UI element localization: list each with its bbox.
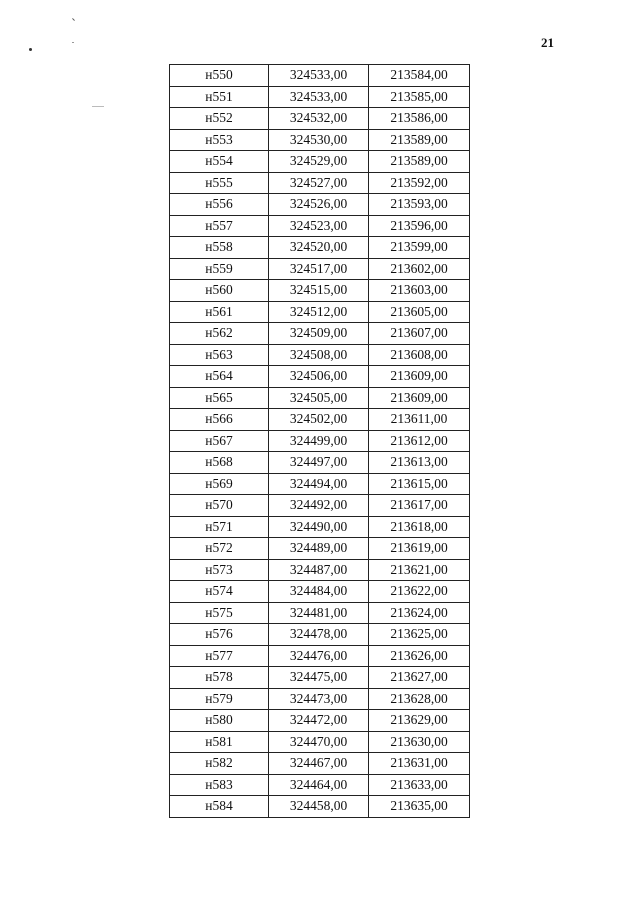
table-row: [170, 237, 470, 259]
y-coordinate-cell: 213609,00: [369, 366, 470, 388]
y-coordinate-cell: 213602,00: [369, 258, 470, 280]
table-row: [170, 452, 470, 474]
x-coordinate-cell: 324497,00: [269, 452, 369, 474]
table-row: [170, 774, 470, 796]
point-name-cell: н568: [170, 452, 269, 474]
point-name-cell: н557: [170, 215, 269, 237]
table-row: [170, 688, 470, 710]
y-coordinate-cell: 213589,00: [369, 129, 470, 151]
y-coordinate-cell: 213586,00: [369, 108, 470, 130]
x-coordinate-cell: 324478,00: [269, 624, 369, 646]
y-coordinate-cell: 213607,00: [369, 323, 470, 345]
y-coordinate-cell: 213605,00: [369, 301, 470, 323]
scan-dot: [29, 48, 32, 51]
point-name-cell: н550: [170, 65, 269, 87]
x-coordinate-cell: 324473,00: [269, 688, 369, 710]
x-coordinate-cell: 324527,00: [269, 172, 369, 194]
page-number: 21: [541, 35, 554, 50]
point-name-cell: н555: [170, 172, 269, 194]
y-coordinate-cell: 213584,00: [369, 65, 470, 87]
point-name-cell: н576: [170, 624, 269, 646]
point-name-cell: н554: [170, 151, 269, 173]
point-name-cell: н552: [170, 108, 269, 130]
x-coordinate-cell: 324515,00: [269, 280, 369, 302]
table-row: [170, 194, 470, 216]
point-name-cell: н581: [170, 731, 269, 753]
x-coordinate-cell: 324484,00: [269, 581, 369, 603]
table-row: [170, 430, 470, 452]
point-name-cell: н577: [170, 645, 269, 667]
y-coordinate-cell: 213618,00: [369, 516, 470, 538]
x-coordinate-cell: 324470,00: [269, 731, 369, 753]
table-row: [170, 323, 470, 345]
y-coordinate-cell: 213617,00: [369, 495, 470, 517]
x-coordinate-cell: 324472,00: [269, 710, 369, 732]
y-coordinate-cell: 213609,00: [369, 387, 470, 409]
x-coordinate-cell: 324499,00: [269, 430, 369, 452]
point-name-cell: н556: [170, 194, 269, 216]
point-name-cell: н559: [170, 258, 269, 280]
table-row: [170, 710, 470, 732]
point-name-cell: н563: [170, 344, 269, 366]
scan-speck: [72, 42, 74, 43]
point-name-cell: н560: [170, 280, 269, 302]
table-row: [170, 366, 470, 388]
x-coordinate-cell: 324494,00: [269, 473, 369, 495]
y-coordinate-cell: 213589,00: [369, 151, 470, 173]
table-row: [170, 731, 470, 753]
table-row: [170, 559, 470, 581]
table-row: [170, 172, 470, 194]
table-row: [170, 258, 470, 280]
y-coordinate-cell: 213608,00: [369, 344, 470, 366]
y-coordinate-cell: 213596,00: [369, 215, 470, 237]
x-coordinate-cell: 324517,00: [269, 258, 369, 280]
point-name-cell: н571: [170, 516, 269, 538]
scan-line: [92, 106, 104, 107]
y-coordinate-cell: 213628,00: [369, 688, 470, 710]
point-name-cell: н580: [170, 710, 269, 732]
x-coordinate-cell: 324476,00: [269, 645, 369, 667]
x-coordinate-cell: 324487,00: [269, 559, 369, 581]
point-name-cell: н551: [170, 86, 269, 108]
point-name-cell: н558: [170, 237, 269, 259]
x-coordinate-cell: 324530,00: [269, 129, 369, 151]
x-coordinate-cell: 324523,00: [269, 215, 369, 237]
coordinates-table: [169, 64, 470, 818]
table-row: [170, 151, 470, 173]
table-row: [170, 129, 470, 151]
table-row: [170, 796, 470, 818]
x-coordinate-cell: 324532,00: [269, 108, 369, 130]
point-name-cell: н579: [170, 688, 269, 710]
x-coordinate-cell: 324512,00: [269, 301, 369, 323]
y-coordinate-cell: 213611,00: [369, 409, 470, 431]
table-row: [170, 753, 470, 775]
point-name-cell: н564: [170, 366, 269, 388]
x-coordinate-cell: 324529,00: [269, 151, 369, 173]
x-coordinate-cell: 324526,00: [269, 194, 369, 216]
x-coordinate-cell: 324481,00: [269, 602, 369, 624]
y-coordinate-cell: 213633,00: [369, 774, 470, 796]
table-row: [170, 473, 470, 495]
table-row: [170, 516, 470, 538]
point-name-cell: н578: [170, 667, 269, 689]
table-row: [170, 65, 470, 87]
y-coordinate-cell: 213585,00: [369, 86, 470, 108]
point-name-cell: н575: [170, 602, 269, 624]
y-coordinate-cell: 213592,00: [369, 172, 470, 194]
x-coordinate-cell: 324489,00: [269, 538, 369, 560]
y-coordinate-cell: 213622,00: [369, 581, 470, 603]
table-row: [170, 344, 470, 366]
point-name-cell: н561: [170, 301, 269, 323]
y-coordinate-cell: 213635,00: [369, 796, 470, 818]
y-coordinate-cell: 213625,00: [369, 624, 470, 646]
x-coordinate-cell: 324464,00: [269, 774, 369, 796]
y-coordinate-cell: 213593,00: [369, 194, 470, 216]
x-coordinate-cell: 324509,00: [269, 323, 369, 345]
table-row: [170, 624, 470, 646]
point-name-cell: н566: [170, 409, 269, 431]
table-row: [170, 86, 470, 108]
table-row: [170, 215, 470, 237]
point-name-cell: н582: [170, 753, 269, 775]
x-coordinate-cell: 324475,00: [269, 667, 369, 689]
table-row: [170, 108, 470, 130]
point-name-cell: н570: [170, 495, 269, 517]
y-coordinate-cell: 213619,00: [369, 538, 470, 560]
point-name-cell: н553: [170, 129, 269, 151]
scan-speck: [72, 18, 75, 21]
x-coordinate-cell: 324492,00: [269, 495, 369, 517]
x-coordinate-cell: 324533,00: [269, 65, 369, 87]
table-row: [170, 495, 470, 517]
point-name-cell: н583: [170, 774, 269, 796]
point-name-cell: н574: [170, 581, 269, 603]
x-coordinate-cell: 324533,00: [269, 86, 369, 108]
y-coordinate-cell: 213603,00: [369, 280, 470, 302]
y-coordinate-cell: 213613,00: [369, 452, 470, 474]
x-coordinate-cell: 324458,00: [269, 796, 369, 818]
y-coordinate-cell: 213599,00: [369, 237, 470, 259]
x-coordinate-cell: 324490,00: [269, 516, 369, 538]
y-coordinate-cell: 213612,00: [369, 430, 470, 452]
x-coordinate-cell: 324467,00: [269, 753, 369, 775]
point-name-cell: н567: [170, 430, 269, 452]
point-name-cell: н569: [170, 473, 269, 495]
table-row: [170, 645, 470, 667]
y-coordinate-cell: 213621,00: [369, 559, 470, 581]
x-coordinate-cell: 324520,00: [269, 237, 369, 259]
y-coordinate-cell: 213627,00: [369, 667, 470, 689]
table-row: [170, 667, 470, 689]
table-row: [170, 581, 470, 603]
table-row: [170, 602, 470, 624]
y-coordinate-cell: 213626,00: [369, 645, 470, 667]
x-coordinate-cell: 324506,00: [269, 366, 369, 388]
point-name-cell: н584: [170, 796, 269, 818]
y-coordinate-cell: 213624,00: [369, 602, 470, 624]
table-row: [170, 387, 470, 409]
table-row: [170, 538, 470, 560]
y-coordinate-cell: 213631,00: [369, 753, 470, 775]
y-coordinate-cell: 213615,00: [369, 473, 470, 495]
y-coordinate-cell: 213630,00: [369, 731, 470, 753]
x-coordinate-cell: 324505,00: [269, 387, 369, 409]
y-coordinate-cell: 213629,00: [369, 710, 470, 732]
table-row: [170, 280, 470, 302]
x-coordinate-cell: 324508,00: [269, 344, 369, 366]
point-name-cell: н565: [170, 387, 269, 409]
table-row: [170, 301, 470, 323]
x-coordinate-cell: 324502,00: [269, 409, 369, 431]
point-name-cell: н562: [170, 323, 269, 345]
coordinates-table-body: [170, 65, 470, 818]
point-name-cell: н572: [170, 538, 269, 560]
point-name-cell: н573: [170, 559, 269, 581]
table-row: [170, 409, 470, 431]
